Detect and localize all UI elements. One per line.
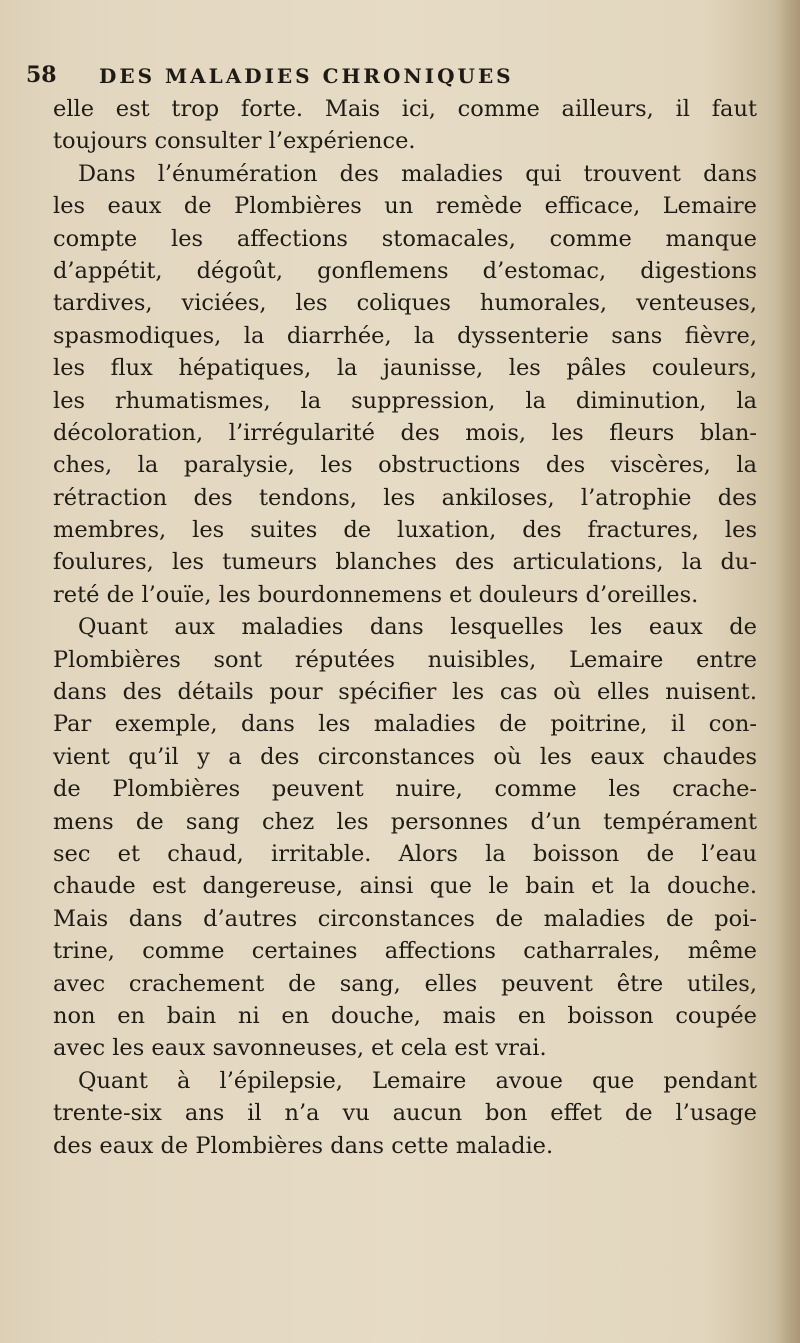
text-line: non en bain ni en douche, mais en boisson coupée [53,1002,757,1029]
text-line: Mais dans d’autres circonstances de maladies de poi- [53,905,757,932]
text-line: d’appétit, dégoût, gonflemens d’estomac, digestions [53,257,757,284]
paragraph-start-line: Quant à l’épilepsie, Lemaire avoue que pendant [78,1067,757,1094]
text-line: les eaux de Plombières un remède efficace, Lemaire [53,193,757,220]
text-line: les flux hépatiques, la jaunisse, les pâles couleurs, [53,355,757,382]
text-line: spasmodiques, la diarrhée, la dyssenterie sans fièvre, [53,322,757,349]
text-line: membres, les suites de luxation, des fractures, les [53,517,757,544]
paragraph-start-line: Dans l’énumération des maladies qui trouvent dans [78,160,757,187]
text-line: avec crachement de sang, elles peuvent être utiles, [53,970,757,997]
text-line: trine, comme certaines affections catharrales, même [53,938,757,965]
page-header [26,62,766,92]
paragraph-start-line: Quant aux maladies dans lesquelles les eaux de [78,614,757,641]
text-line: de Plombières peuvent nuire, comme les crache- [53,776,757,803]
text-line: des eaux de Plombières dans cette maladie. [53,1132,554,1159]
text-line: trente-six ans il n’a vu aucun bon effet de l’usage [53,1100,757,1127]
text-line: Par exemple, dans les maladies de poitrine, il con- [53,711,757,738]
text-line: compte les affections stomacales, comme manque [53,225,757,252]
page-number: 58 [26,62,57,88]
text-line: décoloration, l’irrégularité des mois, les fleurs blan- [53,419,757,446]
body-text [53,93,757,1162]
text-line: sec et chaud, irritable. Alors la boisson de l’eau [53,840,757,867]
text-line: dans des détails pour spécifier les cas où elles nuisent. [53,679,757,706]
text-line: mens de sang chez les personnes d’un tempérament [53,808,757,835]
text-line: reté de l’ouïe, les bourdonnemens et douleurs d’oreilles. [53,581,699,608]
text-line: vient qu’il y a des circonstances où les eaux chaudes [53,743,757,770]
text-line: chaude est dangereuse, ainsi que le bain et la douche. [53,873,757,900]
running-title: DES MALADIES CHRONIQUES [99,64,514,88]
text-line: foulures, les tumeurs blanches des articulations, la du- [53,549,757,576]
text-line: Plombières sont réputées nuisibles, Lemaire entre [53,646,757,673]
text-line: rétraction des tendons, les ankiloses, l’atrophie des [53,484,757,511]
text-line: tardives, viciées, les coliques humorales, venteuses, [53,290,757,317]
text-line: ches, la paralysie, les obstructions des viscères, la [53,452,757,479]
text-line: avec les eaux savonneuses, et cela est vrai. [53,1035,547,1062]
text-line: toujours consulter l’expérience. [53,128,416,155]
text-line: les rhumatismes, la suppression, la diminution, la [53,387,757,414]
text-line: elle est trop forte. Mais ici, comme ailleurs, il faut [53,96,757,122]
